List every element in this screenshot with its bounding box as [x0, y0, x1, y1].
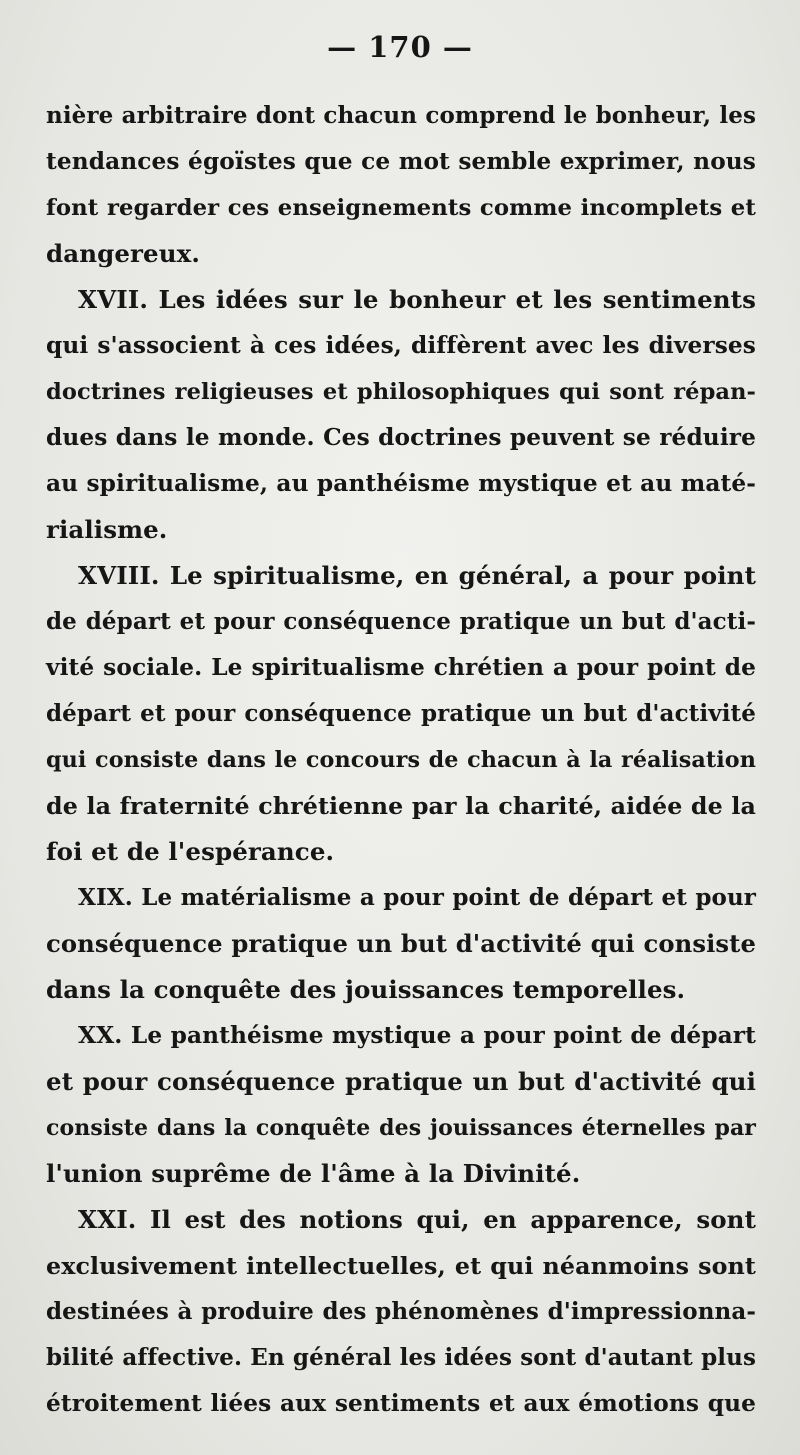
paragraph-xix: [46, 875, 756, 1013]
text-line: dangereux.: [46, 239, 200, 268]
text-line: XXI. Il est des notions qui, en apparence, sont: [78, 1205, 756, 1234]
body-text: [46, 93, 756, 1427]
text-line: conséquence pratique un but d'activité qui consiste: [46, 929, 756, 958]
text-line: bilité affective. En général les idées sont d'autant plus: [46, 1344, 756, 1371]
text-line: dans la conquête des jouissances temporelles.: [46, 975, 686, 1004]
text-line: font regarder ces enseignements comme incomplets et: [46, 195, 756, 221]
text-line: de départ et pour conséquence pratique un but d'acti-: [46, 608, 756, 635]
text-line: foi et de l'espérance.: [46, 837, 335, 866]
text-line: consiste dans la conquête des jouissances éternelles par: [46, 1115, 756, 1141]
text-line: l'union suprême de l'âme à la Divinité.: [46, 1159, 581, 1188]
text-line: nière arbitraire dont chacun comprend le bonheur, les: [46, 102, 756, 129]
page-number: — 170 —: [327, 30, 473, 64]
text-line: de la fraternité chrétienne par la charité, aidée de la: [46, 792, 756, 820]
paragraph-xx: [46, 1013, 756, 1197]
text-line: qui consiste dans le concours de chacun à la réalisation: [46, 747, 756, 773]
text-line: XIX. Le matérialisme a pour point de départ et pour: [78, 884, 756, 911]
text-line: destinées à produire des phénomènes d'impressionna-: [46, 1298, 756, 1325]
text-line: départ et pour conséquence pratique un but d'activité: [46, 700, 756, 727]
text-line: et pour conséquence pratique un but d'activité qui: [46, 1067, 756, 1096]
text-line: exclusivement intellectuelles, et qui néanmoins sont: [46, 1252, 756, 1280]
paragraph-xvii: [46, 277, 756, 553]
text-line: étroitement liées aux sentiments et aux émotions que: [46, 1390, 756, 1417]
text-line: doctrines religieuses et philosophiques qui sont répan-: [46, 379, 756, 405]
text-line: XX. Le panthéisme mystique a pour point de départ: [78, 1022, 756, 1049]
paragraph-xviii: [46, 553, 756, 875]
text-line: rialisme.: [46, 515, 168, 544]
paragraph-continuation: [46, 93, 756, 277]
text-line: dues dans le monde. Ces doctrines peuvent se réduire: [46, 424, 756, 451]
text-line: au spiritualisme, au panthéisme mystique et au maté-: [46, 470, 756, 497]
text-line: XVII. Les idées sur le bonheur et les sentiments: [78, 285, 756, 314]
text-line: XVIII. Le spiritualisme, en général, a pour point: [78, 561, 756, 590]
text-line: vité sociale. Le spiritualisme chrétien a pour point de: [46, 654, 756, 681]
paragraph-xxi: [46, 1197, 756, 1427]
text-line: qui s'associent à ces idées, diffèrent avec les diverses: [46, 332, 756, 359]
text-line: tendances égoïstes que ce mot semble exprimer, nous: [46, 148, 756, 175]
